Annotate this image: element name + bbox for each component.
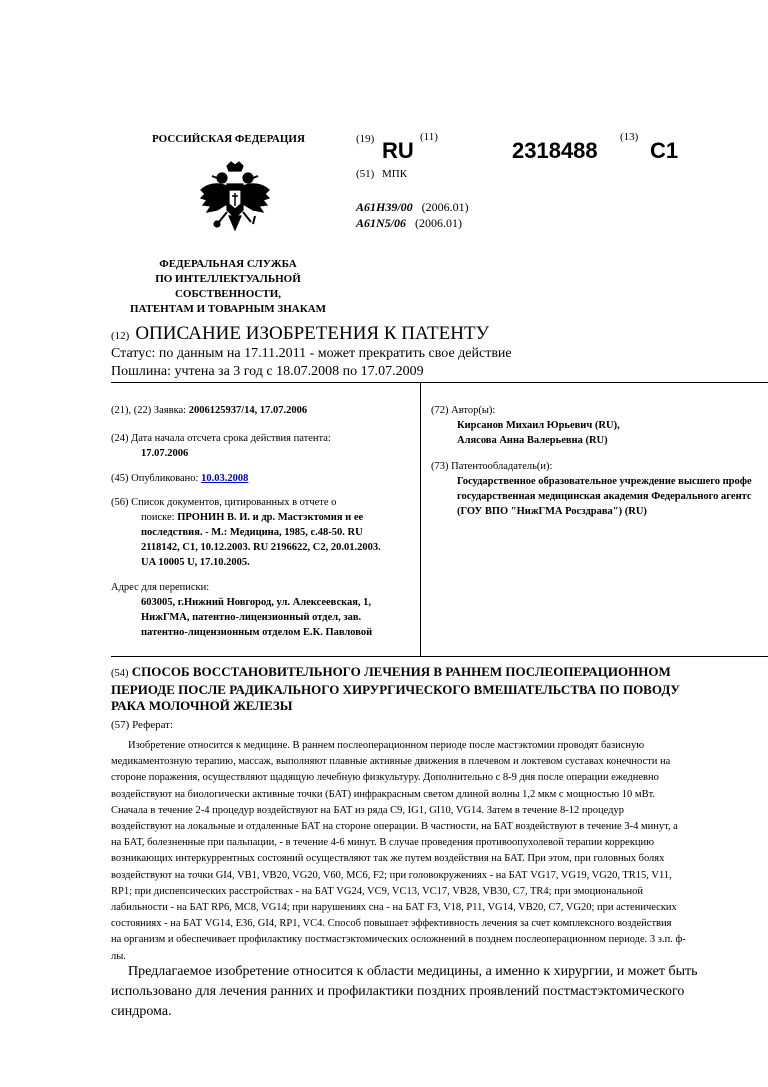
code-12: (12) [111, 330, 130, 342]
code-54: (54) [111, 668, 129, 679]
fee-line: Пошлина: учтена за 3 год с 18.07.2008 по 17.07.2009 [111, 364, 424, 379]
ipc-class-1 [356, 200, 469, 215]
references-line [111, 510, 416, 525]
invention-title-line: ПЕРИОДЕ ПОСЛЕ РАДИКАЛЬНОГО ХИРУРГИЧЕСКОГО ВМЕШАТЕЛЬСТВА ПО ПОВОДУ [111, 682, 680, 697]
owner-line: Государственное образовательное учреждение высшего профе [457, 476, 752, 487]
abstract-body [111, 738, 766, 965]
references-label: (56) Список документов, цитированных в отчете о [111, 497, 337, 508]
ipc-date: (2006.01) [421, 200, 469, 214]
title-text: ОПИСАНИЕ ИЗОБРЕТЕНИЯ К ПАТЕНТУ [135, 323, 490, 344]
code-51: (51) [356, 168, 375, 180]
authors-label: (72) Автор(ы): [431, 405, 496, 416]
divider [111, 656, 768, 657]
abstract-line: лы. [111, 950, 126, 962]
agency-name [118, 257, 338, 317]
references-line-text: ПРОНИН В. И. и др. Mастэктомия и ее [177, 512, 364, 523]
abstract-line: стороне поражения, осуществляют щадящую лечебную физкультуру. Дополнительно с 8-9 дня после операции ежедневно [111, 772, 659, 784]
code-19: (19) [356, 133, 375, 145]
divider [111, 382, 768, 383]
author-name: Кирсанов Михаил Юрьевич (RU), [457, 420, 620, 431]
invention-title-line [111, 664, 751, 682]
ipc-code: A61N5/06 [356, 216, 407, 230]
abstract-line: на организм и обеспечивает профилактику постмастэктомических осложнений в позднем послеоперационном периоде. 3 з.п. ф- [111, 934, 686, 946]
abstract-line: состояниях - на БАТ VG14, E36, GI4, RP1, VC4. Способ повышает эффективность лечения за счет комплексного воздействия [111, 918, 672, 930]
code-11: (11) [420, 131, 438, 143]
owner-label: (73) Патентообладатель(и): [431, 461, 553, 472]
references-line: последствия. - М.: Медицина, 1985, с.48-50. RU [141, 527, 363, 538]
references-field [111, 495, 416, 570]
status-line: Статус: по данным на 17.11.2011 - может прекратить свое действие [111, 346, 512, 361]
abstract-line: воздействуют на биологически активные точки (БАТ) инфракрасным светом длиной волны 1,2 мкм с мощностью 10 мВт. [111, 788, 655, 800]
document-title [111, 323, 489, 345]
application-label: (21), (22) Заявка: [111, 405, 187, 416]
abstract-line: возникающих интеркуррентных состояний осуществляют так же путем воздействия на БАТ. При этом, при головных болях [111, 853, 665, 865]
ipc-class-2 [356, 216, 462, 231]
abstract-line: Сначала в течение 2-4 процедур воздействуют на БАТ из ряда C9, IG1, GI10, VG14. Затем в течение 8-12 процедур [111, 804, 624, 816]
coat-of-arms-emblem [197, 160, 273, 246]
invention-title-text: СПОСОБ ВОССТАНОВИТЕЛЬНОГО ЛЕЧЕНИЯ В РАННЕМ ПОСЛЕОПЕРАЦИОННОМ [131, 664, 671, 679]
kind-code: C1 [650, 138, 679, 163]
description-line: использовано для лечения ранних и профилактики поздних проявлений постмастэктомического [111, 984, 685, 999]
country-name: РОССИЙСКАЯ ФЕДЕРАЦИЯ [152, 133, 305, 145]
owner-field [431, 459, 768, 519]
description-line: Предлагаемое изобретение относится к области медицины, а именно к хирургии, и может быть [128, 964, 698, 979]
abstract-line: RP1; при диспепсических расстройствах - на БАТ VG24, VC9, VC13, VC17, VB28, VB30, C7, TR4; при эмоциональной [111, 885, 644, 897]
address-line: 603005, г.Нижний Новгород, ул. Алексеевская, 1, [141, 597, 372, 608]
abstract-line: медикаментозную терапию, массаж, выполняют плавные активные движения в плечевом и локтевом суставах конечности на [111, 756, 671, 768]
address-line: патентно-лицензионным отделом Е.К. Павловой [141, 627, 373, 638]
country-code: RU [382, 138, 414, 163]
agency-line: ПО ИНТЕЛЛЕКТУАЛЬНОЙ [155, 273, 301, 285]
abstract-label: (57) Реферат: [111, 719, 174, 731]
abstract-line: на БАТ, болезненные при пальпации, - в течение 4-6 минут. В случае проведения противоопухолевой терапии коррекцию [111, 837, 655, 849]
address-line: НижГМА, патентно-лицензионный отдел, зав. [141, 612, 362, 623]
application-value: 2006125937/14, 17.07.2006 [188, 405, 308, 416]
column-divider [420, 382, 421, 656]
abstract-line: воздействуют на локальные и отдаленные БАТ на стороне операции. В частности, на БАТ воздействуют в течение 3-4 минут, а [111, 821, 678, 833]
ipc-code: A61H39/00 [356, 200, 413, 214]
term-value: 17.07.2006 [141, 448, 189, 459]
description-body [111, 962, 766, 1022]
application-field [111, 403, 416, 418]
term-label: (24) Дата начала отсчета срока действия патента: [111, 433, 331, 444]
address-label: Адрес для переписки: [111, 582, 210, 593]
abstract-line: Изобретение относится к медицине. В раннем послеоперационном периоде после мастэктомии проводят базисную [128, 740, 645, 751]
owner-line: государственная медицинская академия Федерального агентс [457, 491, 752, 502]
description-line: синдрома. [111, 1004, 172, 1019]
authors-field [431, 403, 768, 448]
invention-title-line: РАКА МОЛОЧНОЙ ЖЕЛЕЗЫ [111, 698, 293, 713]
patent-number: 2318488 [512, 138, 598, 163]
abstract-line: воздействуют на точки GI4, VB1, VB20, VG20, V60, MC6, F2; при головокружениях - на БАТ VG17, VG19, VG20, TR15, V11, [111, 869, 672, 881]
code-13: (13) [620, 131, 639, 143]
references-line: UA 10005 U, 17.10.2005. [141, 557, 250, 568]
published-label: (45) Опубликовано: [111, 473, 199, 484]
agency-line: СОБСТВЕННОСТИ, [174, 288, 282, 300]
term-field [111, 431, 416, 461]
agency-line: ФЕДЕРАЛЬНАЯ СЛУЖБА [159, 258, 297, 270]
abstract-line: лабильности - на БАТ RP6, MC8, VG14; при нарушениях сна - на БАТ F3, V18, P11, VG14, VB20, C7, VG20; при астенических [111, 902, 677, 914]
published-date-link[interactable]: 10.03.2008 [201, 473, 249, 484]
agency-line: ПАТЕНТАМ И ТОВАРНЫМ ЗНАКАМ [129, 303, 327, 315]
invention-title [111, 664, 751, 714]
owner-line: (ГОУ ВПО "НижГМА Росздрава") (RU) [457, 506, 647, 517]
ipc-date: (2006.01) [415, 216, 463, 230]
address-field [111, 580, 416, 640]
author-name: Алясова Анна Валерьевна (RU) [457, 435, 608, 446]
published-field [111, 471, 416, 486]
mpk-label: МПК [382, 168, 408, 180]
references-line: 2118142, C1, 10.12.2003. RU 2196622, C2, 20.01.2003. [141, 542, 381, 553]
references-line-prefix: поиске: [141, 512, 175, 523]
